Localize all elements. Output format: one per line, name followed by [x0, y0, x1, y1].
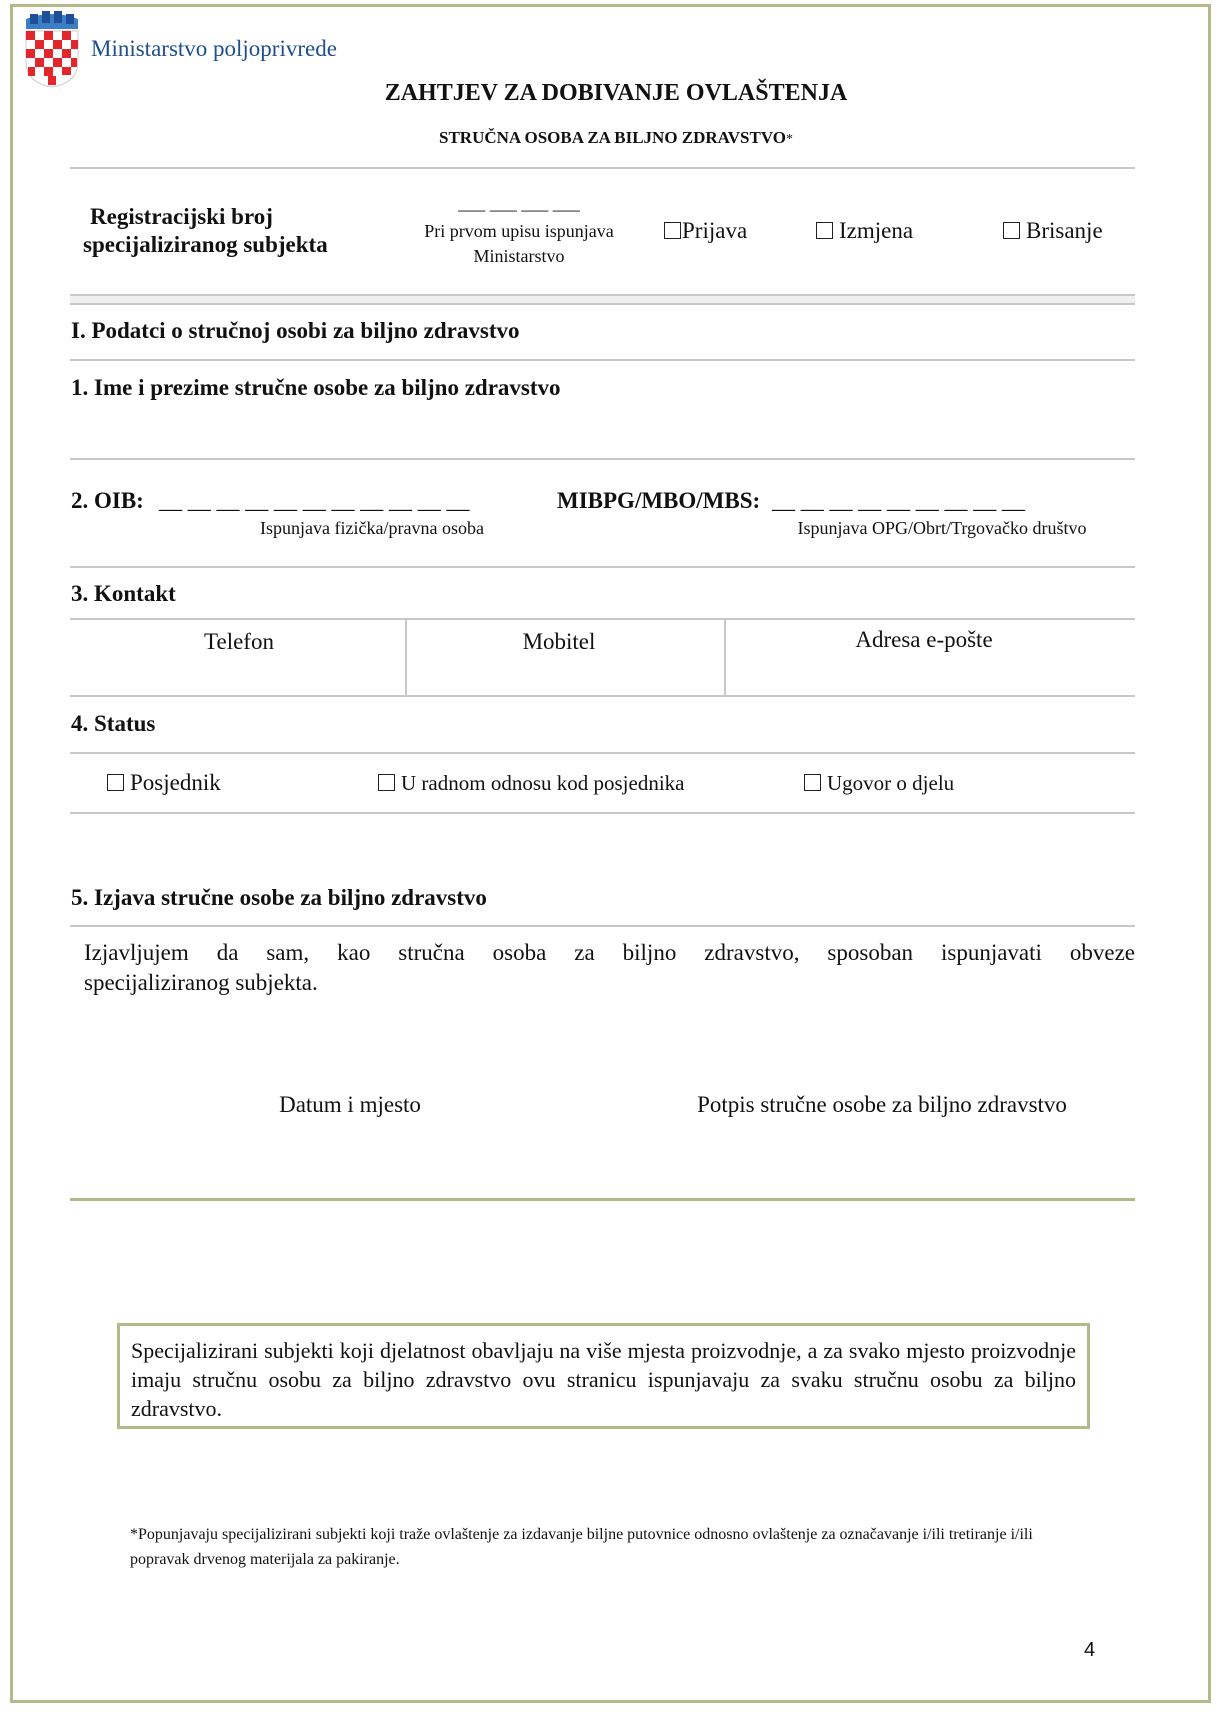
form-subtitle	[439, 128, 793, 148]
subtitle-text: STRUČNA OSOBA ZA BILJNO ZDRAVSTVO	[439, 128, 786, 147]
croatian-coat-of-arms-logo	[22, 9, 82, 89]
page-number: 4	[1084, 1639, 1096, 1661]
divider	[70, 359, 1135, 361]
divider	[70, 566, 1135, 568]
checkbox-icon	[804, 774, 821, 791]
telefon-field[interactable]: Telefon	[204, 629, 274, 654]
oib-input[interactable]: __ __ __ __ __ __ __ __ __ __ __	[159, 488, 470, 513]
divider	[70, 618, 1135, 620]
ministry-name: Ministarstvo poljoprivrede	[91, 36, 337, 61]
checkbox-label: Prijava	[682, 218, 748, 243]
field-1-label: 1. Ime i prezime stručne osobe za biljno zdravstvo	[71, 375, 561, 400]
checkbox-label: U radnom odnosu kod posjednika	[401, 771, 685, 795]
registration-number-field[interactable]: ___ ___ ___ ___	[458, 193, 580, 213]
statement-line2: specijaliziranog subjekta.	[84, 970, 318, 995]
checkbox-icon	[816, 222, 833, 239]
divider	[70, 695, 1135, 697]
field-5-label: 5. Izjava stručne osobe za biljno zdravstvo	[71, 885, 487, 910]
full-name-input[interactable]	[70, 405, 1135, 455]
checkbox-ugovor[interactable]	[804, 771, 954, 796]
registration-label-line1: Registracijski broj	[90, 204, 273, 229]
oib-label: 2. OIB:	[71, 488, 144, 513]
checkbox-icon	[378, 774, 395, 791]
footnote: *Popunjavaju specijalizirani subjekti koji traže ovlaštenje za izdavanje biljne putovnice odnosno ovlaštenje za označavanje i/ili tretiranje i/ili popravak drvenog materijala za pakiranje.	[130, 1526, 1033, 1568]
double-divider	[70, 294, 1135, 305]
field-3-label: 3. Kontakt	[71, 581, 176, 606]
column-divider	[724, 618, 726, 695]
checkbox-radni-odnos[interactable]	[378, 771, 684, 796]
section-1-title: I. Podatci o stručnoj osobi za biljno zdravstvo	[71, 318, 520, 343]
registration-note-line1: Pri prvom upisu ispunjava	[424, 221, 614, 241]
divider	[70, 925, 1135, 927]
section-end-rule	[70, 1198, 1135, 1201]
divider	[70, 812, 1135, 814]
divider	[70, 167, 1135, 169]
signature-label: Potpis stručne osobe za biljno zdravstvo	[697, 1092, 1067, 1117]
checkbox-label: Brisanje	[1026, 218, 1103, 243]
column-divider	[405, 618, 407, 695]
checkbox-posjednik[interactable]	[107, 770, 221, 796]
checkbox-label: Posjednik	[130, 770, 221, 795]
date-place-label: Datum i mjesto	[279, 1092, 421, 1117]
form-title: ZAHTJEV ZA DOBIVANJE OVLAŠTENJA	[384, 80, 848, 106]
mobitel-field[interactable]: Mobitel	[522, 629, 596, 654]
checkbox-icon	[107, 774, 124, 791]
signature-area[interactable]	[70, 1140, 1135, 1195]
registration-label-line2: specijaliziranog subjekta	[83, 232, 328, 257]
divider	[70, 458, 1135, 460]
mibpg-note: Ispunjava OPG/Obrt/Trgovačko društvo	[797, 518, 1087, 538]
mibpg-input[interactable]: __ __ __ __ __ __ __ __ __	[772, 488, 1025, 513]
registration-note-line2: Ministarstvo	[473, 246, 565, 266]
field-4-label: 4. Status	[71, 711, 156, 736]
notice-box: Specijalizirani subjekti koji djelatnost obavljaju na više mjesta proizvodnje, a za svako mjesto proizvodnje imaju stručnu osobu za biljno zdravstvo ovu stranicu ispunjavaju za svaku stručnu osobu za biljno zdravstvo.	[117, 1323, 1090, 1429]
footnote-mark: *	[786, 132, 793, 147]
checkbox-label: Izmjena	[839, 218, 914, 243]
checkbox-brisanje[interactable]	[1003, 218, 1103, 244]
checkbox-icon	[664, 222, 681, 239]
checkbox-label: Ugovor o djelu	[827, 771, 955, 795]
divider	[70, 752, 1135, 754]
oib-note: Ispunjava fizička/pravna osoba	[260, 518, 484, 538]
checkbox-prijava[interactable]	[664, 218, 747, 244]
email-field[interactable]: Adresa e-pošte	[855, 627, 993, 652]
checkbox-icon	[1003, 222, 1020, 239]
checkbox-izmjena[interactable]	[816, 218, 913, 244]
statement-line1: Izjavljujem da sam, kao stručna osoba za biljno zdravstvo, sposoban ispunjavati obveze	[84, 940, 1135, 965]
mibpg-label: MIBPG/MBO/MBS:	[557, 488, 761, 513]
page-frame	[10, 4, 1211, 1703]
